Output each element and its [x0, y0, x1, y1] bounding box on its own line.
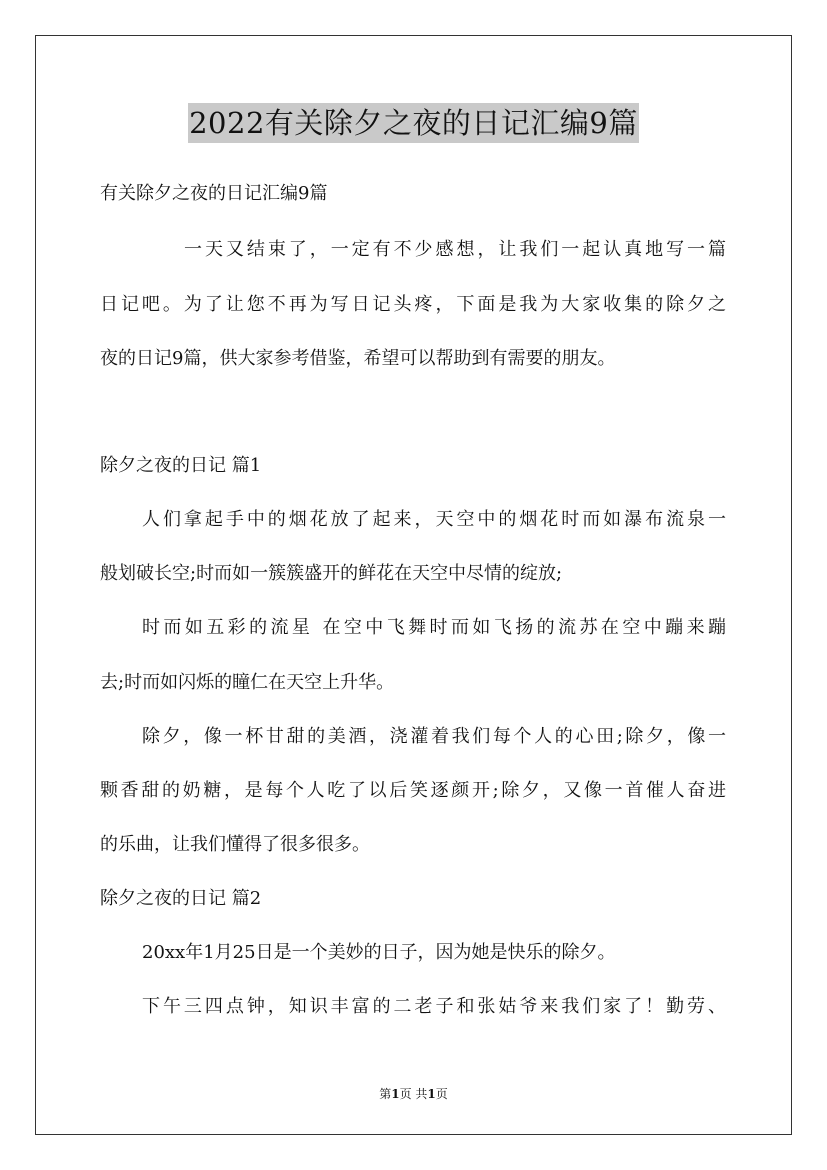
paragraph-line: 下午三四点钟，知识丰富的二老子和张姑爷来我们家了！勤劳、	[142, 996, 726, 1017]
document-title: 2022有关除夕之夜的日记汇编9篇	[188, 103, 639, 143]
paragraph-line: 一天又结束了，一定有不少感想，让我们一起认真地写一篇	[184, 239, 726, 260]
subtitle: 有关除夕之夜的日记汇编9篇	[100, 183, 328, 204]
paragraph-line: 颗香甜的奶糖，是每个人吃了以后笑逐颜开;除夕，又像一首催人奋进	[100, 780, 726, 801]
paragraph-line: 除夕，像一杯甘甜的美酒，浇灌着我们每个人的心田;除夕，像一	[142, 726, 726, 747]
footer-page-number: 1	[391, 1087, 400, 1101]
footer-total-pages: 1	[427, 1087, 436, 1101]
paragraph-line: 20xx年1月25日是一个美妙的日子，因为她是快乐的除夕。	[142, 942, 616, 963]
paragraph-line: 日记吧。为了让您不再为写日记头疼，下面是我为大家收集的除夕之	[100, 294, 726, 315]
footer-prefix: 第	[379, 1087, 392, 1101]
footer-suffix: 页	[435, 1087, 448, 1101]
paragraph-line: 人们拿起手中的烟花放了起来，天空中的烟花时而如瀑布流泉一	[142, 509, 726, 530]
footer-mid: 页 共	[399, 1087, 428, 1101]
page-footer	[0, 1085, 827, 1102]
paragraph-line: 般划破长空;时而如一簇簇盛开的鲜花在天空中尽情的绽放;	[100, 563, 563, 584]
paragraph-line: 的乐曲，让我们懂得了很多很多。	[100, 834, 370, 855]
section-heading: 除夕之夜的日记 篇2	[100, 888, 262, 909]
section-heading: 除夕之夜的日记 篇1	[100, 455, 262, 476]
paragraph-line: 时而如五彩的流星 在空中飞舞时而如飞扬的流苏在空中蹦来蹦	[142, 617, 726, 638]
paragraph-line: 夜的日记9篇，供大家参考借鉴，希望可以帮助到有需要的朋友。	[100, 348, 616, 369]
title-container	[0, 103, 827, 143]
paragraph-line: 去;时而如闪烁的瞳仁在天空上升华。	[100, 672, 395, 693]
